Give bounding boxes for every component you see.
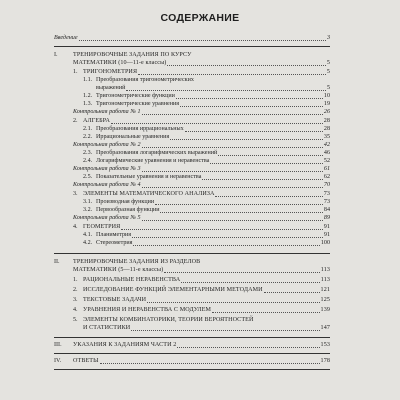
toc-label: Первообразная функции bbox=[96, 207, 160, 213]
dot-leader bbox=[133, 245, 319, 246]
toc-page-number: 153 bbox=[320, 342, 330, 348]
dot-leader bbox=[131, 330, 319, 331]
toc-page-number: 100 bbox=[320, 240, 330, 246]
toc-entry bbox=[96, 240, 330, 247]
toc-page-number: 89 bbox=[323, 215, 330, 221]
toc-label: ЭЛЕМЕНТЫ МАТЕМАТИЧЕСКОГО АНАЛИЗА bbox=[83, 191, 215, 197]
toc-label: Контрольная работа № 1 bbox=[73, 109, 141, 115]
dot-leader bbox=[215, 196, 322, 197]
section-number: 2.2. bbox=[83, 134, 93, 140]
toc-page-number: 42 bbox=[323, 142, 330, 148]
toc-entry bbox=[96, 207, 330, 214]
dot-leader bbox=[218, 155, 323, 156]
toc-entry bbox=[83, 325, 330, 332]
toc-entry bbox=[83, 69, 330, 76]
toc-label: Введение bbox=[54, 35, 78, 41]
toc-entry bbox=[96, 126, 330, 133]
toc-label: АЛГЕБРА bbox=[83, 118, 110, 124]
dot-leader bbox=[177, 347, 319, 348]
section-number: 1. bbox=[73, 69, 78, 75]
dot-leader bbox=[212, 312, 319, 313]
toc-label-line1: ЭЛЕМЕНТЫ КОМБИНАТОРИКИ, ТЕОРИИ ВЕРОЯТНОСТЕЙ bbox=[83, 317, 254, 323]
toc-entry bbox=[96, 85, 330, 92]
toc-label: РАЦИОНАЛЬНЫЕ НЕРАВЕНСТВА bbox=[83, 277, 181, 283]
section-number: 2.4. bbox=[83, 158, 93, 164]
toc-page-number: 91 bbox=[323, 232, 330, 238]
toc-page-number: 70 bbox=[323, 182, 330, 188]
toc-page-number: 52 bbox=[323, 158, 330, 164]
toc-label: Преобразования логарифмических выражений bbox=[96, 150, 218, 156]
part-title-line2: МАТЕМАТИКИ (10—11-е классы) bbox=[73, 60, 167, 66]
dot-leader bbox=[185, 131, 323, 132]
dot-leader bbox=[132, 237, 323, 238]
toc-label: Контрольная работа № 5 bbox=[73, 215, 141, 221]
toc-entry-test bbox=[73, 109, 330, 116]
part-number: IV. bbox=[54, 358, 62, 364]
toc-entry bbox=[96, 174, 330, 181]
section-number: 2.1. bbox=[83, 126, 93, 132]
toc-page-number: 125 bbox=[320, 297, 330, 303]
toc-label: ОТВЕТЫ bbox=[73, 358, 99, 364]
toc-entry-test bbox=[73, 142, 330, 149]
section-number: 4.2. bbox=[83, 240, 93, 246]
toc-label: ТЕКСТОВЫЕ ЗАДАЧИ bbox=[83, 297, 147, 303]
toc-page-number: 73 bbox=[323, 191, 330, 197]
dot-leader bbox=[164, 272, 320, 273]
dot-leader bbox=[142, 147, 323, 148]
toc-entry bbox=[96, 101, 330, 108]
dot-leader bbox=[142, 114, 323, 115]
toc-entry-intro bbox=[54, 35, 330, 42]
part-number: II. bbox=[54, 259, 60, 265]
toc-entry-test bbox=[73, 182, 330, 189]
part-title-line2: МАТЕМАТИКИ (5—11-е классы) bbox=[73, 267, 164, 273]
section-number: 3. bbox=[73, 191, 78, 197]
toc-entry-part2 bbox=[73, 267, 330, 274]
toc-entry bbox=[96, 232, 330, 239]
section-number: 2. bbox=[73, 118, 78, 124]
toc-page-number: 35 bbox=[323, 134, 330, 140]
section-number: 2.5. bbox=[83, 174, 93, 180]
dot-leader bbox=[111, 123, 323, 124]
toc-page-number: 46 bbox=[323, 150, 330, 156]
divider bbox=[54, 46, 330, 47]
toc-entry bbox=[83, 297, 330, 304]
toc-entry-part1 bbox=[73, 60, 330, 67]
toc-entry bbox=[96, 150, 330, 157]
dot-leader bbox=[147, 302, 319, 303]
dot-leader bbox=[180, 106, 323, 107]
toc-label: Контрольная работа № 2 bbox=[73, 142, 141, 148]
toc-entry bbox=[83, 307, 330, 314]
toc-page-number: 10 bbox=[323, 93, 330, 99]
toc-label-line1: Преобразования тригонометрических bbox=[96, 77, 194, 83]
section-number: 4. bbox=[73, 224, 78, 230]
dot-leader bbox=[160, 212, 322, 213]
toc-page-number: 139 bbox=[320, 307, 330, 313]
toc-page-number: 28 bbox=[323, 126, 330, 132]
toc-label: Производная функции bbox=[96, 199, 155, 205]
section-number: 4. bbox=[73, 307, 78, 313]
part-title-line1: ТРЕНИРОВОЧНЫЕ ЗАДАНИЯ ПО КУРСУ bbox=[73, 52, 192, 58]
toc-page-number: 28 bbox=[323, 118, 330, 124]
dot-leader bbox=[121, 229, 322, 230]
section-number: 3.2. bbox=[83, 207, 93, 213]
dot-leader bbox=[264, 292, 320, 293]
toc-page-number: 3 bbox=[326, 35, 330, 41]
dot-leader bbox=[155, 204, 323, 205]
toc-label: Тригонометрические функции bbox=[96, 93, 175, 99]
divider bbox=[54, 253, 330, 254]
section-number: 3. bbox=[73, 297, 78, 303]
toc-page-number: 19 bbox=[323, 101, 330, 107]
toc-label: Контрольная работа № 4 bbox=[73, 182, 141, 188]
section-number: 2.3. bbox=[83, 150, 93, 156]
toc-label-line2: И СТАТИСТИКИ bbox=[83, 325, 131, 331]
toc-entry bbox=[96, 199, 330, 206]
dot-leader bbox=[181, 282, 320, 283]
toc-page-number: 5 bbox=[326, 69, 330, 75]
toc-entry-test bbox=[73, 166, 330, 173]
page-title: СОДЕРЖАНИЕ bbox=[160, 12, 240, 24]
toc-label: Показательные уравнения и неравенства bbox=[96, 174, 202, 180]
toc-label: ТРИГОНОМЕТРИЯ bbox=[83, 69, 138, 75]
toc-label: Логарифмические уравнения и неравенства bbox=[96, 158, 210, 164]
toc-label: Тригонометрические уравнения bbox=[96, 101, 180, 107]
toc-label-line2: выражений bbox=[96, 85, 126, 91]
toc-page-number: 62 bbox=[323, 174, 330, 180]
section-number: 2. bbox=[73, 287, 78, 293]
toc-label: УРАВНЕНИЯ И НЕРАВЕНСТВА С МОДУЛЕМ bbox=[83, 307, 212, 313]
section-number: 5. bbox=[73, 317, 78, 323]
dot-leader bbox=[142, 171, 323, 172]
toc-entry bbox=[96, 134, 330, 141]
toc-page-number: 113 bbox=[320, 277, 330, 283]
divider bbox=[54, 369, 330, 370]
toc-entry bbox=[83, 287, 330, 294]
section-number: 3.1. bbox=[83, 199, 93, 205]
part-title-line1: ТРЕНИРОВОЧНЫЕ ЗАДАНИЯ ИЗ РАЗДЕЛОВ bbox=[73, 259, 201, 265]
toc-page-number: 113 bbox=[320, 267, 330, 273]
part-number: I. bbox=[54, 52, 58, 58]
toc-entry bbox=[96, 93, 330, 100]
divider bbox=[54, 337, 330, 338]
toc-page-number: 26 bbox=[323, 109, 330, 115]
toc-entry bbox=[83, 191, 330, 198]
toc-page-number: 147 bbox=[320, 325, 330, 331]
dot-leader bbox=[126, 90, 326, 91]
dot-leader bbox=[176, 98, 323, 99]
toc-entry-test bbox=[73, 215, 330, 222]
toc-label: Планиметрия bbox=[96, 232, 132, 238]
toc-entry bbox=[96, 158, 330, 165]
section-number: 1. bbox=[73, 277, 78, 283]
toc-page-number: 73 bbox=[323, 199, 330, 205]
dot-leader bbox=[100, 363, 320, 364]
toc-page-number: 84 bbox=[323, 207, 330, 213]
toc-page-number: 178 bbox=[320, 358, 330, 364]
section-number: 1.1. bbox=[83, 77, 93, 83]
toc-page-number: 91 bbox=[323, 224, 330, 230]
part-number: III. bbox=[54, 342, 62, 348]
toc-entry-part4 bbox=[73, 358, 330, 365]
toc-page-number: 5 bbox=[326, 60, 330, 66]
toc-entry bbox=[83, 277, 330, 284]
toc-entry bbox=[83, 224, 330, 231]
section-number: 4.1. bbox=[83, 232, 93, 238]
section-number: 1.3. bbox=[83, 101, 93, 107]
dot-leader bbox=[210, 163, 323, 164]
toc-label: УКАЗАНИЯ К ЗАДАНИЯМ ЧАСТИ 2 bbox=[73, 342, 177, 348]
dot-leader bbox=[170, 139, 323, 140]
toc-entry bbox=[83, 118, 330, 125]
toc-label: Контрольная работа № 3 bbox=[73, 166, 141, 172]
toc-label: Стереометрия bbox=[96, 240, 133, 246]
toc-entry-part3 bbox=[73, 342, 330, 349]
toc-label: Преобразования иррациональных bbox=[96, 126, 184, 132]
dot-leader bbox=[202, 179, 322, 180]
toc-page-number: 121 bbox=[320, 287, 330, 293]
dot-leader bbox=[79, 40, 326, 41]
toc-label: ГЕОМЕТРИЯ bbox=[83, 224, 121, 230]
dot-leader bbox=[142, 187, 323, 188]
divider bbox=[54, 353, 330, 354]
toc-label: Иррациональные уравнения bbox=[96, 134, 170, 140]
dot-leader bbox=[167, 65, 325, 66]
toc-page-number: 5 bbox=[326, 85, 330, 91]
dot-leader bbox=[142, 220, 323, 221]
section-number: 1.2. bbox=[83, 93, 93, 99]
dot-leader bbox=[138, 74, 326, 75]
toc-label: ИССЛЕДОВАНИЕ ФУНКЦИЙ ЭЛЕМЕНТАРНЫМИ МЕТОДАМИ bbox=[83, 287, 263, 293]
toc-page-number: 61 bbox=[323, 166, 330, 172]
